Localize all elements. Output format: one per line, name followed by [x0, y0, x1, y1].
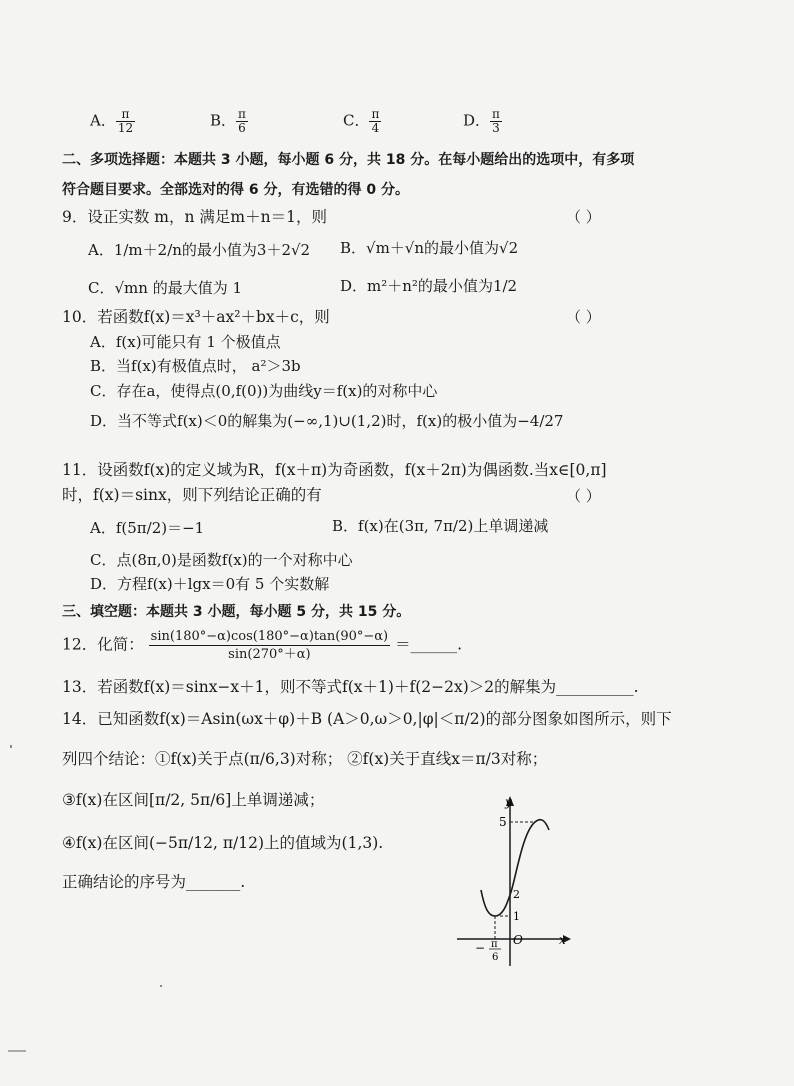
- q9-option-d: D．m²＋n²的最小值为1/2: [340, 277, 518, 295]
- choice-label: C．: [343, 111, 370, 130]
- numerator: π: [238, 107, 246, 121]
- fraction: [236, 108, 248, 135]
- q9-answer-paren: （ ）: [566, 208, 601, 226]
- q12-label: 12．化简：: [62, 635, 144, 654]
- tick-5: 5: [499, 815, 507, 829]
- fraction: [369, 108, 381, 135]
- q9-stem: 9．设正实数 m，n 满足m＋n＝1，则: [62, 208, 327, 226]
- choice-label: D．: [463, 111, 491, 130]
- q10-stem: 10．若函数f(x)＝x³＋ax²＋bx＋c，则: [62, 308, 330, 326]
- q10-answer-paren: （ ）: [566, 308, 601, 326]
- x-tick-num: π: [491, 939, 498, 950]
- q9-option-c: C．√mn 的最大值为 1: [88, 279, 242, 297]
- q10-option-d: D．当不等式f(x)＜0的解集为(−∞,1)∪(1,2)时，f(x)的极小值为−4/27: [90, 412, 564, 430]
- q11-answer-paren: （ ）: [566, 487, 601, 505]
- q12-blank: ＝______.: [395, 635, 462, 654]
- q11-option-a: A．f(5π/2)＝−1: [90, 519, 205, 537]
- x-axis-label: x: [559, 933, 566, 947]
- q8-choice-a: [90, 108, 135, 135]
- q9-option-b: B．√m＋√n的最小值为√2: [340, 239, 519, 257]
- numerator: π: [492, 107, 500, 121]
- q14-line4: ④f(x)在区间(−5π/12, π/12)上的值域为(1,3).: [62, 834, 384, 852]
- q14-line2: 列四个结论：①f(x)关于点(π/6,3)对称； ②f(x)关于直线x＝π/3对称；: [62, 750, 548, 768]
- q11-stem-line2: 时，f(x)＝sinx，则下列结论正确的有: [62, 486, 322, 504]
- q11-option-c: C．点(8π,0)是函数f(x)的一个对称中心: [90, 551, 353, 569]
- tick-1: 1: [513, 910, 520, 923]
- q12-fraction: [149, 628, 390, 663]
- denominator: 4: [371, 121, 380, 135]
- fraction: [116, 108, 135, 135]
- section2-line1: 二、多项选择题：本题共 3 小题，每小题 6 分，共 18 分。在每小题给出的选项中，有多项: [62, 152, 635, 168]
- y-axis-label: y: [505, 795, 512, 809]
- section3-heading: 三、填空题：本题共 3 小题，每小题 5 分，共 15 分。: [62, 604, 411, 620]
- q11-stem-line1: 11．设函数f(x)的定义域为R，f(x＋π)为奇函数，f(x＋2π)为偶函数.当x∈[0,π]: [62, 461, 607, 479]
- q12-denominator: sin(270°＋α): [228, 647, 311, 662]
- fraction: [490, 108, 502, 135]
- q10-option-a: A．f(x)可能只有 1 个极值点: [90, 333, 281, 351]
- section2-line2: 符合题目要求。全部选对的得 6 分，有选错的得 0 分。: [62, 182, 409, 198]
- q8-choice-b: [210, 108, 248, 135]
- scan-speck: [10, 745, 12, 748]
- q14-line5: 正确结论的序号为_______.: [62, 873, 246, 891]
- q12-numerator: sin(180°−α)cos(180°−α)tan(90°−α): [150, 629, 389, 644]
- q14-line3: ③f(x)在区间[π/2, 5π/6]上单调递减；: [62, 791, 325, 809]
- origin-label: O: [513, 933, 523, 947]
- numerator: π: [116, 108, 135, 122]
- q12-line: [62, 628, 462, 663]
- q14-line1: 14．已知函数f(x)＝Asin(ωx＋φ)＋B (A＞0,ω＞0,|φ|＜π/2)的部分图象如图所示，则下: [62, 710, 672, 728]
- q10-option-b: B．当f(x)有极值点时， a²＞3b: [90, 357, 301, 375]
- choice-label: A．: [90, 111, 116, 130]
- denominator: 12: [117, 121, 134, 135]
- denominator: 3: [492, 121, 500, 135]
- tick-2: 2: [513, 888, 520, 901]
- q11-option-d: D．方程f(x)＋lgx＝0有 5 个实数解: [90, 575, 330, 593]
- q10-option-c: C．存在a，使得点(0,f(0))为曲线y＝f(x)的对称中心: [90, 382, 438, 400]
- q11-option-b: B．f(x)在(3π, 7π/2)上单调递减: [332, 517, 549, 535]
- q8-choice-c: [343, 108, 381, 135]
- x-tick-minus: −: [475, 941, 486, 955]
- scan-speck: [8, 1050, 26, 1052]
- scan-speck: [160, 985, 162, 987]
- q9-option-a: A．1/m＋2/n的最小值为3＋2√2: [88, 241, 311, 259]
- x-tick-den: 6: [492, 952, 499, 963]
- choice-label: B．: [210, 111, 237, 130]
- sine-curve: [481, 820, 549, 916]
- q14-function-graph: [455, 792, 580, 970]
- q13-line: 13．若函数f(x)＝sinx−x＋1，则不等式f(x＋1)＋f(2−2x)＞2的解集为__________.: [62, 678, 639, 696]
- q8-choice-d: [463, 108, 502, 135]
- numerator: π: [371, 107, 380, 121]
- denominator: 6: [238, 121, 246, 135]
